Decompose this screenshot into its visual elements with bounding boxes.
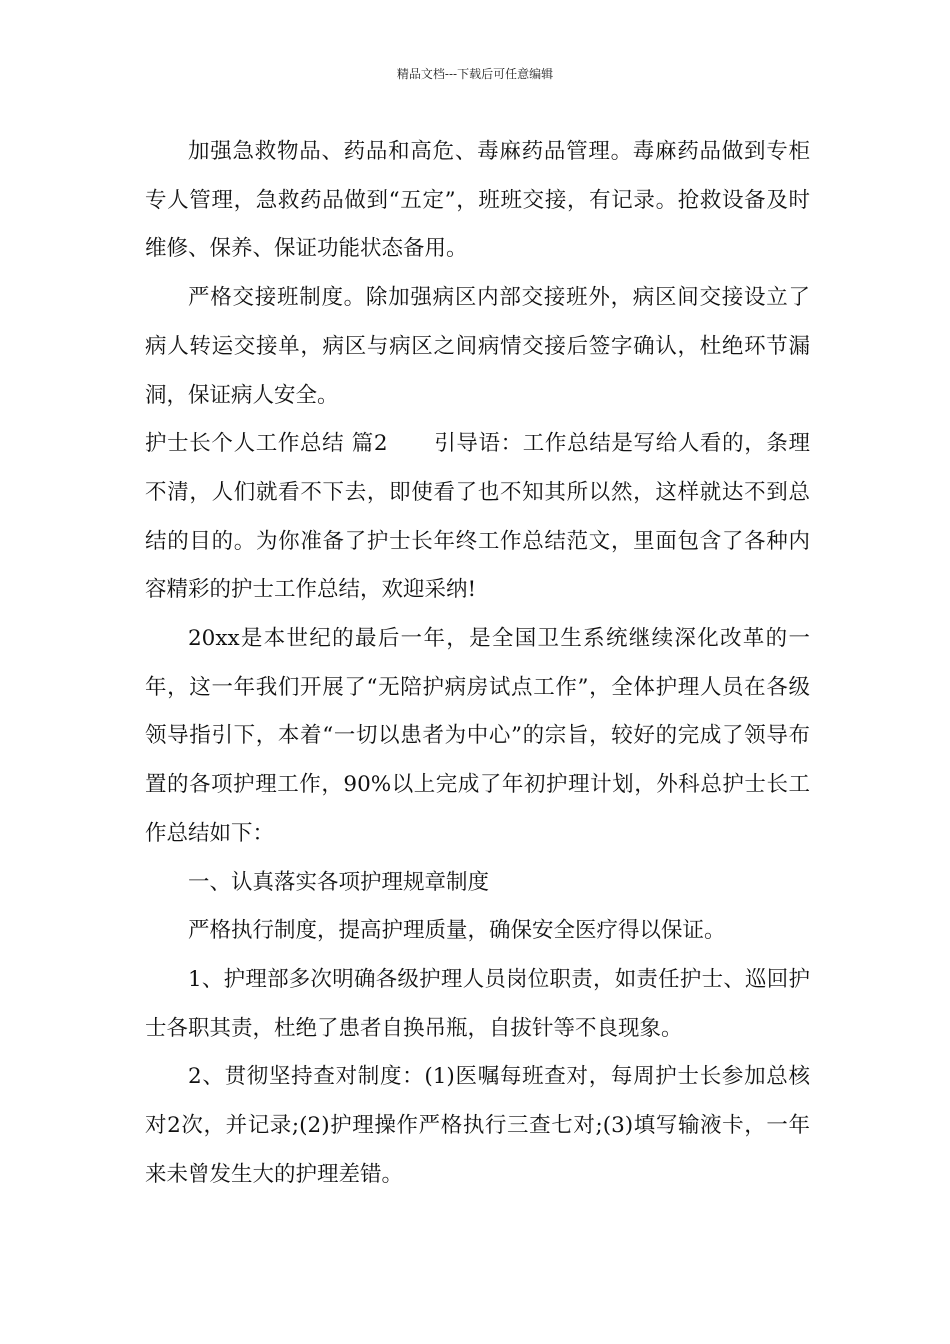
page-header: 精品文档---下载后可任意编辑 [396, 67, 554, 81]
document-body [145, 128, 810, 1199]
paragraph-item-2: 2、贯彻坚持查对制度：(1)医嘱每班查对，每周护士长参加总核对2次，并记录;(2)护理操作严格执行三查七对;(3)填写输液卡，一年来未曾发生大的护理差错。 [145, 1064, 810, 1187]
heading-implement-rules: 一、认真落实各项护理规章制度 [188, 869, 490, 895]
paragraph-section-intro [145, 420, 810, 615]
paragraph-year-summary: 20xx是本世纪的最后一年，是全国卫生系统继续深化改革的一年，这一年我们开展了“无陪护病房试点工作”，全体护理人员在各级领导指引下，本着“一切以患者为中心”的宗旨，较好的完成了领导布置的各项护理工作，90%以上完成了年初护理计划，外科总护士长工作总结如下： [145, 626, 810, 846]
section-intro-text: 引导语：工作总结是写给人看的，条理不清，人们就看不下去，即使看了也不知其所以然，这样就达不到总结的目的。为你准备了护士长年终工作总结范文，里面包含了各种内容精彩的护士工作总结，欢迎采纳! [145, 431, 810, 603]
paragraph-item-1: 1、护理部多次明确各级护理人员岗位职责，如责任护士、巡回护士各职其责，杜绝了患者自换吊瓶，自拔针等不良现象。 [145, 966, 810, 1041]
paragraph-emergency-supplies: 加强急救物品、药品和高危、毒麻药品管理。毒麻药品做到专柜专人管理，急救药品做到“五定”，班班交接，有记录。抢救设备及时维修、保养、保证功能状态备用。 [145, 139, 810, 262]
section-title: 护士长个人工作总结 篇2 [145, 431, 388, 457]
paragraph-strict-rules: 严格执行制度，提高护理质量，确保安全医疗得以保证。 [188, 918, 726, 944]
paragraph-shift-handover: 严格交接班制度。除加强病区内部交接班外，病区间交接设立了病人转运交接单，病区与病区之间病情交接后签字确认，杜绝环节漏洞，保证病人安全。 [145, 285, 810, 408]
